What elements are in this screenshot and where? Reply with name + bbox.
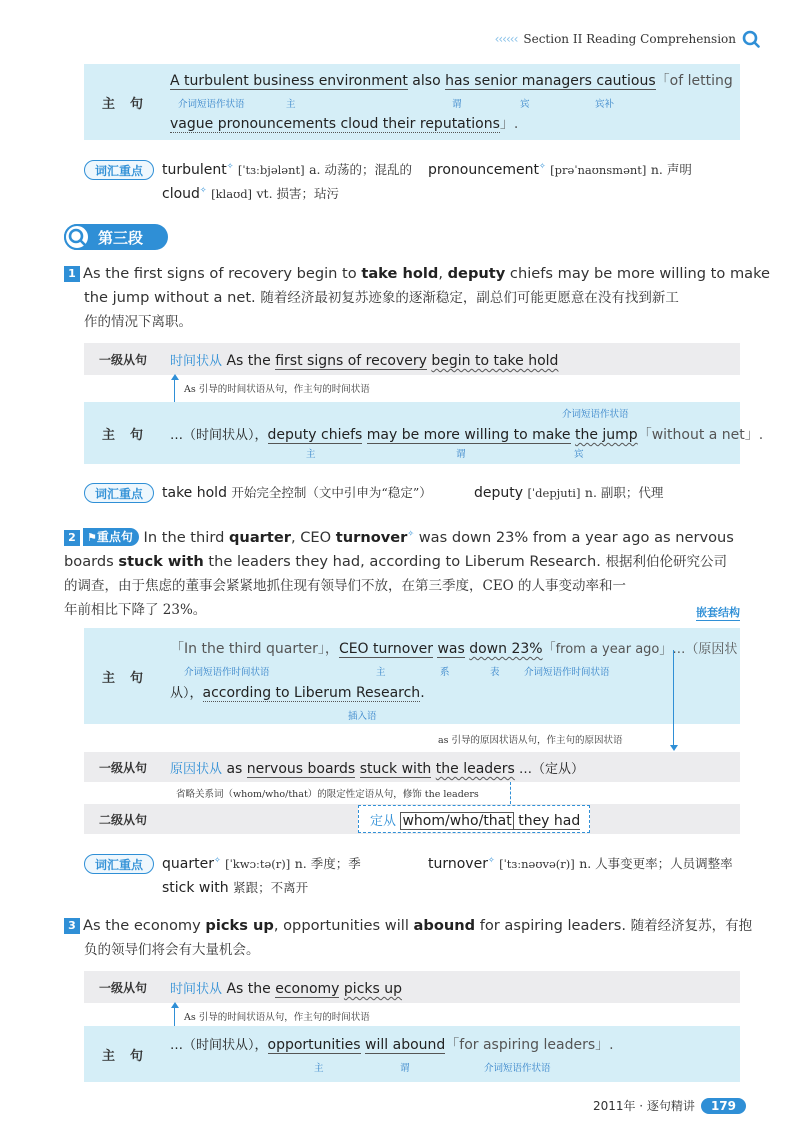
word: turnover	[428, 856, 488, 872]
main-clause-label: 主 句	[101, 1048, 144, 1064]
text: ,	[438, 265, 448, 282]
text: As the	[222, 981, 276, 997]
vocab-entry: cloud✧ [klaʊd] vt. 损害；玷污	[162, 185, 340, 202]
definition: n. 人事变更率；人员调整率	[579, 856, 733, 871]
text: In the third	[138, 528, 229, 546]
phonetic: [ˈtɜːbjələnt]	[237, 163, 305, 177]
phonetic: [ˈtɜːnəʊvə(r)]	[499, 857, 575, 871]
phonetic: [klaʊd]	[211, 187, 253, 201]
vocab-tag: 词汇重点	[84, 854, 154, 874]
definition: n. 声明	[650, 162, 692, 177]
definition: n. 副职；代理	[584, 485, 664, 500]
annotation-predicate: 谓	[400, 1063, 410, 1074]
keyword: take hold	[361, 265, 439, 282]
sentence-number: 3	[64, 918, 80, 934]
text: , opportunities will	[273, 917, 414, 934]
text: , CEO	[290, 528, 336, 546]
key-tag-label: 重点句	[96, 529, 133, 544]
subclause-label: 一级从句	[98, 980, 147, 995]
footer-text: 2011年 · 逐句精讲	[592, 1099, 695, 1113]
bracket-phrase: 「of letting	[655, 73, 733, 89]
text: .	[420, 685, 425, 701]
subclause-label: 一级从句	[98, 760, 147, 775]
text: the jump without a net.	[84, 289, 261, 306]
text: was down 23% from a year ago as nervous	[414, 528, 734, 546]
annotation-complement: 宾补	[595, 99, 615, 110]
predicate-phrase: has senior managers cautious	[445, 73, 656, 89]
prep-phrase: vague pronouncements cloud their reputations	[170, 116, 500, 132]
clause-tag: 原因状从	[170, 762, 223, 777]
translation: 随着经济最初复苏迹象的逐渐稳定，副总们可能更愿意在没有找到新工	[260, 290, 679, 306]
translation: 作的情况下离职。	[84, 314, 192, 330]
annotation-note: as 引导的原因状语从句，作主句的原因状语	[438, 735, 623, 746]
subject-phrase: A turbulent business environment	[170, 73, 408, 89]
text: 从），	[170, 686, 203, 701]
text: the leaders they had, according to Liberum Research.	[203, 552, 606, 570]
arrow-connector	[673, 650, 674, 746]
word: cloud	[162, 186, 200, 202]
annotation-prep: 介词短语作时间状语	[184, 667, 270, 678]
phonetic: [ˈdepjuti]	[527, 486, 581, 500]
keyword: turnover	[335, 528, 408, 546]
text: boards	[64, 552, 119, 570]
word: stick with	[162, 880, 229, 896]
bracket-phrase: 「In the third quarter」，	[170, 641, 339, 657]
key-sentence-tag	[83, 528, 139, 546]
main-clause-label: 主 句	[101, 96, 144, 112]
text: also	[407, 73, 446, 89]
annotation-subject: 主	[286, 99, 296, 110]
clause-tag: 时间状从	[170, 354, 223, 369]
predicate-phrase: may be more willing to make	[366, 427, 571, 443]
dashed-connector	[510, 782, 511, 804]
text: As the first signs of recovery begin to	[83, 265, 362, 282]
object-phrase: the leaders	[435, 761, 515, 777]
subject-phrase: opportunities	[267, 1037, 361, 1053]
subject-phrase: first signs of recovery	[275, 353, 427, 369]
translation: 负的领导们将会有大量机会。	[84, 942, 260, 958]
vocab-entry	[474, 483, 663, 501]
keyword: deputy	[447, 265, 506, 282]
translation: 年前相比下降了 23%。	[64, 601, 207, 618]
analysis-line	[170, 70, 733, 90]
object-phrase: the jump	[574, 427, 638, 443]
translation: 随着经济复苏，有抱	[630, 918, 753, 934]
text: …（时间状从），	[170, 428, 268, 443]
vocab-tag: 词汇重点	[84, 483, 154, 503]
sentence-2: 2 ⚑重点句 In the third quarter, CEO turnover✧ was down 23% from a year ago as nervous boards stuck with the leaders they had, according to Liberum Research. 根据利伯伦研究公司 的调查，由于焦虑的董事会紧紧地抓住现有领导们不放，在第三季度，CEO 的人事变动率和一 年前相比下降了 23%。	[64, 528, 734, 618]
parenthesis-phrase: according to Liberum Research	[202, 685, 421, 701]
annotation-note: 省略关系词（whom/who/that）的限定性定语从句，修饰 the leaders	[176, 789, 479, 800]
analysis-line	[170, 758, 584, 777]
text: As the economy	[83, 917, 206, 934]
annotation-subject: 主	[314, 1063, 324, 1074]
sentence-number: 2	[64, 530, 80, 546]
annotation-object: 宾	[520, 99, 530, 110]
annotation-prep: 介词短语作状语	[178, 99, 245, 110]
annotation-link: 系	[440, 667, 450, 678]
analysis-line	[170, 978, 402, 997]
analysis-line	[170, 350, 558, 369]
predicate-phrase: will abound	[365, 1037, 446, 1053]
analysis-line	[170, 682, 425, 701]
vocab-entry	[162, 483, 432, 501]
predicate-phrase: stuck with	[359, 761, 432, 777]
nested-structure-tag: 嵌套结构	[696, 606, 740, 619]
text: …（定从）	[514, 762, 584, 777]
phonetic: [ˈkwɔːtə(r)]	[225, 857, 291, 871]
bracket-phrase: 「from a year ago」…（原因状	[542, 642, 738, 657]
subject-phrase: CEO turnover	[338, 641, 433, 657]
section-header	[64, 224, 168, 250]
chevrons-decoration: ‹‹‹‹‹‹	[494, 32, 518, 46]
text: As the	[222, 353, 276, 369]
word: turbulent	[162, 162, 227, 178]
clause-tag: 时间状从	[170, 982, 223, 997]
text: for aspiring leaders.	[475, 917, 631, 934]
annotation-predicate: 谓	[456, 449, 466, 460]
translation: 的调查，由于焦虑的董事会紧紧地抓住现有领导们不放，在第三季度，CEO 的人事变动率和一	[64, 577, 627, 594]
text: as	[222, 761, 247, 777]
section-title: 第三段	[98, 228, 144, 247]
word: take hold	[162, 485, 227, 501]
annotation-note: As 引导的时间状语从句，作主句的时间状语	[184, 384, 370, 395]
keyword: picks up	[205, 917, 274, 934]
word: deputy	[474, 485, 524, 501]
page-number: 179	[701, 1098, 746, 1114]
annotation-note: As 引导的时间状语从句，作主句的时间状语	[184, 1012, 370, 1023]
main-clause-label: 主 句	[101, 427, 144, 443]
flag-icon: ⚑	[87, 530, 97, 544]
annotation-prep: 介词短语作时间状语	[524, 667, 610, 678]
analysis-line	[170, 424, 763, 444]
header-title: Section II Reading Comprehension	[523, 32, 736, 46]
sentence-1	[64, 262, 771, 334]
translation: 根据利伯伦研究公司	[605, 553, 728, 570]
subclause-label: 一级从句	[98, 352, 147, 367]
definition: 开始完全控制（文中引申为“稳定”）	[231, 485, 432, 500]
relative-pronoun: whom/who/that	[402, 813, 512, 829]
keyword: stuck with	[118, 552, 204, 570]
annotation-predicate: 谓	[452, 99, 462, 110]
predicate-phrase: picks up	[343, 981, 403, 997]
annotation-subject: 主	[306, 449, 316, 460]
vocab-entry: pronouncement✧ [prəˈnaʊnsmənt] n. 声明	[428, 161, 692, 178]
bracket-phrase: 「without a net」.	[637, 427, 764, 443]
clause-phrase: they had	[513, 813, 581, 829]
page-footer	[593, 1097, 746, 1114]
vocab-entry: quarter✧ [ˈkwɔːtə(r)] n. 季度；季	[162, 855, 361, 872]
word: quarter	[162, 856, 214, 872]
magnifier-icon	[64, 224, 90, 250]
vocab-entry: turbulent✧ [ˈtɜːbjələnt] a. 动荡的；混乱的	[162, 161, 412, 178]
subject-phrase: economy	[275, 981, 340, 997]
annotation-object: 宾	[574, 449, 584, 460]
main-clause-label: 主 句	[101, 670, 144, 686]
phonetic: [prəˈnaʊnsmənt]	[550, 163, 647, 177]
analysis-line	[170, 638, 737, 658]
definition: 紧跟；不离开	[233, 880, 309, 895]
annotation-subject: 主	[376, 667, 386, 678]
annotation-prep: 介词短语作状语	[562, 409, 629, 420]
predicative-phrase: down 23%	[469, 641, 543, 657]
bracket-phrase: 「for aspiring leaders」.	[445, 1037, 614, 1053]
vocab-entry: turnover✧ [ˈtɜːnəʊvə(r)] n. 人事变更率；人员调整率	[428, 855, 733, 872]
magnifier-icon	[742, 30, 760, 48]
subclause-label: 二级从句	[98, 812, 147, 827]
vocab-tag: 词汇重点	[84, 160, 154, 180]
analysis-line	[370, 810, 580, 829]
analysis-line	[170, 113, 518, 133]
analysis-line	[170, 1034, 614, 1054]
vocab-entry	[162, 878, 308, 896]
annotation-predicative: 表	[490, 667, 500, 678]
subject-phrase: nervous boards	[246, 761, 356, 777]
subject-phrase: deputy chiefs	[267, 427, 363, 443]
text: …（时间状从），	[170, 1038, 268, 1053]
definition: vt. 损害；玷污	[256, 186, 340, 201]
annotation-insertion: 插入语	[348, 711, 377, 722]
definition: a. 动荡的；混乱的	[309, 162, 412, 177]
keyword: abound	[413, 917, 476, 934]
word: pronouncement	[428, 162, 540, 178]
text: chiefs may be more willing to make	[505, 265, 771, 282]
definition: n. 季度；季	[294, 856, 361, 871]
text: 」.	[499, 116, 519, 132]
predicate-phrase: begin to take hold	[431, 353, 559, 369]
clause-tag: 定从	[370, 814, 397, 829]
keyword: quarter	[228, 528, 291, 546]
sentence-number: 1	[64, 266, 80, 282]
page-header	[495, 30, 760, 48]
sentence-3	[64, 914, 754, 962]
linking-verb: was	[437, 641, 465, 657]
annotation-prep: 介词短语作状语	[484, 1063, 551, 1074]
